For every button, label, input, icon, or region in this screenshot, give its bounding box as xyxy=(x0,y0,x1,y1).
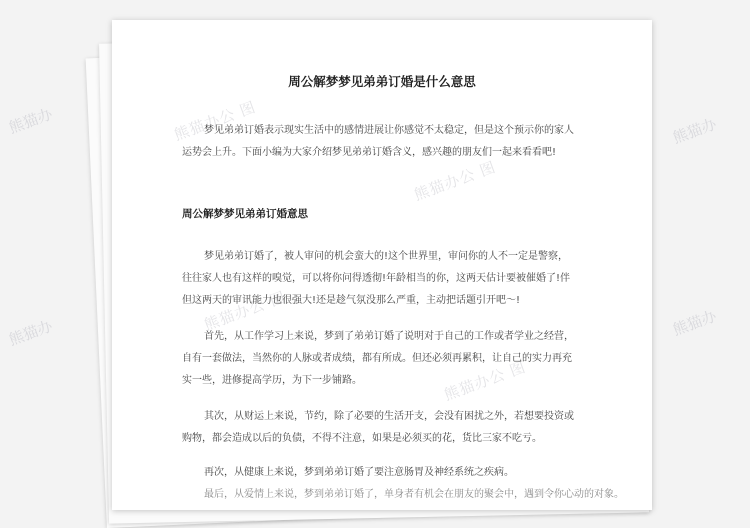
watermark: 熊猫办公 图 xyxy=(441,357,529,405)
body-paragraph: 再次，从健康上来说，梦到弟弟订婚了要注意肠胃及神经系统之疾病。 最后，从爱情上来说，梦到弟弟订婚了，单身者有机会在朋友的聚会中，遇到令你心动的对象。 xyxy=(204,467,624,500)
body-paragraph: 首先，从工作学习上来说，梦到了弟弟订婚了说明对于自己的工作或者学业之经营， 自有一套做法，当然你的人脉或者成绩，都有所成。但还必须再累积，让自己的实力再充 实一些，进修提高学历，为下一步铺路。 xyxy=(182,331,574,386)
intro-paragraph: 梦见弟弟订婚表示现实生活中的感情进展让你感觉不太稳定，但是这个预示你的家人 运势会上升。下面小编为大家介绍梦见弟弟订婚含义，感兴趣的朋友们一起来看看吧! xyxy=(182,125,574,158)
watermark: 熊猫办公 图 xyxy=(201,287,289,335)
watermark: 熊猫办 xyxy=(6,316,55,350)
watermark: 熊猫办公 图 xyxy=(171,97,259,145)
body-paragraph: 梦见弟弟订婚了，被人审问的机会蛮大的!这个世界里，审问你的人不一定是警察， 往往家人也有这样的嗅觉，可以将你问得透彻!年龄相当的你，这两天估计要被催婚了!伴 但这两天的审讯能力也很强大!还是趁气氛没那么严重，主动把话题引开吧～! xyxy=(182,251,571,306)
watermark: 熊猫办公 图 xyxy=(411,157,499,205)
body-paragraph: 其次，从财运上来说，节约，除了必要的生活开支，会没有困扰之外，若想要投资或 购物，都会造成以后的负债，不得不注意，如果是必须买的花，货比三家不吃亏。 xyxy=(182,411,574,444)
watermark: 熊猫办 xyxy=(670,306,719,340)
document-page xyxy=(112,20,652,510)
watermark: 熊猫办 xyxy=(670,114,719,148)
section-heading: 周公解梦梦见弟弟订婚意思 xyxy=(182,208,308,220)
page-title: 周公解梦梦见弟弟订婚是什么意思 xyxy=(288,74,476,89)
watermark: 熊猫办 xyxy=(6,104,55,138)
